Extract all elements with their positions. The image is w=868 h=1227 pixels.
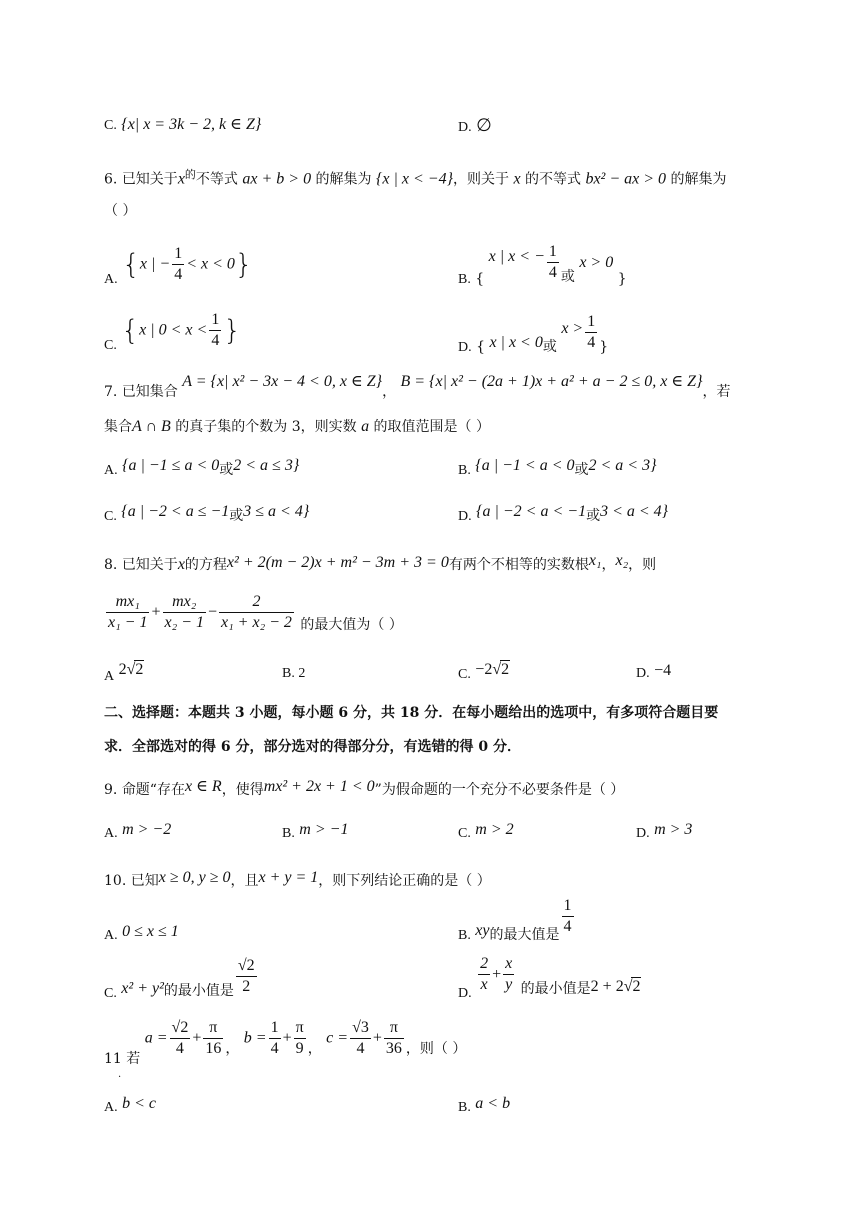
intersection: A ∩ B bbox=[132, 418, 171, 435]
stem-text: ， bbox=[307, 1040, 322, 1057]
var: x bbox=[177, 170, 185, 188]
option-expr: < x < 0 bbox=[186, 255, 235, 273]
condition: x ∈ R bbox=[184, 778, 222, 795]
option-label: B. bbox=[458, 271, 471, 287]
q10-option-c bbox=[104, 958, 259, 999]
option-expr: x | x < − bbox=[488, 247, 545, 265]
option-label: D. bbox=[458, 985, 472, 1001]
option-label: C. bbox=[104, 509, 117, 524]
frac-den: 4 bbox=[270, 1040, 279, 1057]
q10-option-b bbox=[458, 897, 576, 943]
frac-den: 36 bbox=[385, 1040, 402, 1057]
option-expr: 3 < a < 4} bbox=[600, 503, 669, 520]
frac-den: 4 bbox=[563, 918, 572, 935]
q6-option-b bbox=[458, 244, 627, 285]
q9-option-d bbox=[636, 821, 693, 843]
stem-text: 已知关于 bbox=[121, 171, 178, 188]
frac-den: 9 bbox=[295, 1040, 304, 1057]
operator: − bbox=[207, 603, 217, 621]
option-expr: 0 ≤ x ≤ 1 bbox=[122, 923, 179, 940]
q9-stem bbox=[104, 778, 625, 799]
operator: + bbox=[192, 1029, 202, 1047]
stem-text: ， bbox=[225, 1040, 240, 1057]
q8-option-b bbox=[282, 664, 305, 683]
frac-den: 4 bbox=[211, 332, 220, 349]
frac-den: x₂ − 1 bbox=[164, 614, 204, 631]
frac-num: 1 bbox=[547, 242, 559, 263]
option-expr: {a | −1 < a < 0 bbox=[475, 457, 575, 474]
option-expr: a < b bbox=[475, 1095, 511, 1112]
option-label: C. bbox=[458, 667, 471, 682]
stem-text: ，若 bbox=[702, 384, 731, 400]
var-a: a = bbox=[144, 1029, 168, 1047]
or-word: 或 bbox=[542, 338, 557, 355]
set-b: B = {x| x² − (2a + 1)x + a² + a − 2 ≤ 0, x ∈ Z} bbox=[400, 373, 703, 390]
var-b: b = bbox=[243, 1029, 267, 1047]
stem-text: 的不等式 bbox=[525, 171, 581, 188]
var: a bbox=[361, 418, 370, 435]
option-label: A bbox=[104, 669, 115, 684]
option-label: C. bbox=[458, 826, 471, 841]
option-label: C. bbox=[104, 985, 117, 1001]
q6-option-a: A. {x | − $\frac{1}{4}$ < x < 0} bbox=[104, 245, 253, 287]
frac-num: π bbox=[384, 1018, 404, 1039]
frac-den: x₁ − 1 bbox=[108, 614, 148, 631]
option-expr: −4 bbox=[654, 662, 672, 679]
inequality: mx² + 2x + 1 < 0 bbox=[263, 778, 375, 795]
option-label: A. bbox=[104, 463, 118, 478]
q7-option-b bbox=[458, 457, 657, 480]
q10-stem bbox=[104, 869, 491, 890]
stem-text: 的解集为 bbox=[315, 171, 372, 188]
stem-text: 的解集为 bbox=[670, 171, 727, 188]
option-expr: 2 < a < 3} bbox=[588, 457, 657, 474]
option-label: B. 2 bbox=[282, 666, 306, 681]
option-expr: m > 3 bbox=[654, 821, 693, 838]
option-label: D. bbox=[636, 666, 650, 681]
question-number: 6. bbox=[104, 171, 118, 188]
q11-option-a bbox=[104, 1095, 156, 1117]
stem-text: 已知集合 bbox=[121, 384, 178, 400]
frac-den: 4 bbox=[548, 264, 557, 281]
stem-text: 若 bbox=[126, 1050, 141, 1067]
frac-den: 16 bbox=[205, 1040, 222, 1057]
q8-option-a: A 2√2 bbox=[104, 661, 144, 684]
root-x2: x₂ bbox=[615, 552, 629, 569]
stem-text: ，则（ ） bbox=[405, 1040, 467, 1057]
stem-text: ，则 bbox=[628, 557, 657, 573]
option-expr: x | − bbox=[139, 255, 171, 273]
option-label: A. bbox=[104, 1100, 118, 1115]
stem-text: 的方程 bbox=[184, 557, 227, 573]
question-number: 9. bbox=[104, 782, 118, 798]
frac-num: 2 bbox=[219, 592, 294, 613]
stem-text: 已知关于 bbox=[121, 557, 178, 573]
equation: x² + 2(m − 2)x + m² − 3m + 3 = 0 bbox=[226, 554, 449, 571]
stem-text: 的最小值是 bbox=[520, 980, 591, 997]
option-label: D. bbox=[458, 509, 472, 524]
stem-text: 不等式 bbox=[195, 171, 238, 188]
option-coef: −2 bbox=[475, 661, 493, 678]
option-label: D. bbox=[636, 826, 650, 841]
stem-text: 的取值范围是（ ） bbox=[373, 419, 490, 435]
or-word: 或 bbox=[574, 462, 589, 478]
stem-text: 集合 bbox=[104, 419, 132, 435]
radicand: 2 bbox=[632, 977, 641, 995]
q6-stem bbox=[104, 166, 727, 189]
q8-option-d bbox=[636, 662, 671, 681]
stem-text: 的最大值是 bbox=[489, 926, 560, 943]
option-expr: x > bbox=[561, 319, 584, 337]
option-label: A. bbox=[104, 271, 118, 287]
option-expr: 3 ≤ a < 4} bbox=[243, 503, 310, 520]
question-number: 11 bbox=[104, 1050, 122, 1067]
option-expr: ∅ bbox=[476, 115, 492, 135]
q6-option-c: C. {x | 0 < x < $\frac{1}{4}$ } bbox=[104, 311, 242, 353]
option-label: D. bbox=[458, 120, 472, 135]
stem-text: ”为假命题的一个充分不必要条件是（ ） bbox=[374, 782, 625, 798]
frac-den: 2 bbox=[242, 978, 251, 995]
q10-option-a bbox=[104, 923, 179, 945]
stem-text: 的最大值为（ ） bbox=[300, 616, 403, 633]
or-word: 或 bbox=[229, 508, 244, 524]
radicand: 2 bbox=[501, 661, 510, 678]
option-label: C. bbox=[104, 118, 117, 133]
frac-den: x₁ + x₂ − 2 bbox=[221, 614, 292, 631]
frac-den: 4 bbox=[174, 266, 183, 283]
frac-num: 1 bbox=[562, 896, 574, 917]
frac-num: √2 bbox=[170, 1018, 191, 1039]
option-label: D. bbox=[458, 339, 472, 355]
brace: { bbox=[476, 338, 485, 355]
q5-option-d bbox=[458, 116, 492, 137]
frac-den: x bbox=[480, 976, 488, 993]
q7-option-d bbox=[458, 503, 669, 526]
option-expr: 2 + 2 bbox=[590, 977, 624, 995]
stem-text: 的 bbox=[184, 168, 196, 181]
option-expr: x | 0 < x < bbox=[139, 321, 208, 339]
condition: x + y = 1 bbox=[258, 869, 319, 886]
frac-num: π bbox=[294, 1018, 306, 1039]
stem-text: ，则下列结论正确的是（ ） bbox=[318, 873, 491, 889]
option-label: B. bbox=[282, 826, 295, 841]
radicand: 2 bbox=[135, 661, 144, 678]
q5-option-c bbox=[104, 116, 261, 135]
option-expr: x² + y² bbox=[121, 979, 164, 997]
stem-text: ，使得 bbox=[221, 782, 264, 798]
q7-option-c bbox=[104, 503, 310, 526]
brace: { bbox=[475, 270, 485, 287]
option-expr: {a | −2 < a < −1 bbox=[476, 503, 587, 520]
option-expr: x > 0 bbox=[579, 253, 614, 271]
section-heading-2: 求．全部选对的得 6 分，部分选对的得部分分，有选错的得 0 分． bbox=[104, 739, 521, 755]
operator: + bbox=[492, 965, 502, 983]
q8-expression bbox=[104, 592, 403, 633]
answer-paren: （ ） bbox=[104, 203, 137, 219]
q9-option-c bbox=[458, 821, 514, 843]
solution-set: {x | x < −4} bbox=[375, 170, 453, 188]
brace: } bbox=[617, 270, 627, 287]
q11-option-b bbox=[458, 1095, 511, 1117]
frac-num: √2 bbox=[236, 956, 257, 977]
stem-text: 的真子集的个数为 3，则实数 bbox=[175, 419, 357, 435]
var: x bbox=[177, 556, 185, 573]
q9-option-a bbox=[104, 821, 172, 843]
frac-num: 1 bbox=[209, 310, 221, 331]
option-label: A. bbox=[104, 928, 118, 943]
stem-text: ， bbox=[601, 557, 616, 573]
inequality: ax + b > 0 bbox=[242, 170, 312, 188]
option-expr: m > −1 bbox=[299, 821, 349, 838]
or-word: 或 bbox=[560, 268, 575, 285]
frac-num: 1 bbox=[585, 312, 597, 333]
frac-den: y bbox=[505, 976, 513, 993]
frac-den: 4 bbox=[587, 334, 596, 351]
or-word: 或 bbox=[219, 462, 234, 478]
var: x bbox=[513, 170, 521, 188]
question-number: 7. bbox=[104, 384, 118, 400]
option-expr: 2 < a ≤ 3} bbox=[233, 457, 300, 474]
option-expr: {x| x = 3k − 2, k ∈ Z} bbox=[121, 116, 262, 133]
option-label: C. bbox=[104, 337, 117, 353]
frac-den: 4 bbox=[175, 1040, 184, 1057]
condition: x ≥ 0, y ≥ 0 bbox=[158, 869, 231, 886]
question-number: 8. bbox=[104, 557, 118, 573]
stem-text: ，则关于 bbox=[452, 171, 509, 188]
frac-num: 1 bbox=[269, 1018, 281, 1039]
stem-text: 已知 bbox=[130, 873, 159, 889]
set-a: A = {x| x² − 3x − 4 < 0, x ∈ Z} bbox=[182, 373, 383, 390]
q7-stem bbox=[104, 373, 731, 401]
q8-option-c: C. −2√2 bbox=[458, 661, 510, 682]
q11-stem bbox=[104, 1018, 467, 1067]
q10-option-d: D. $\frac{2}{x}$ + $\frac{x}{y}$ 的最小值是2 + 2√2 bbox=[458, 955, 641, 1001]
option-label: B. bbox=[458, 463, 471, 478]
option-label: B. bbox=[458, 1100, 471, 1115]
stem-text: 有两个不相等的实数根 bbox=[448, 557, 589, 573]
q7-option-a bbox=[104, 457, 300, 480]
option-expr: xy bbox=[475, 921, 490, 939]
stray-dot: . bbox=[118, 1069, 122, 1080]
stem-text: ，且 bbox=[230, 873, 259, 889]
operator: + bbox=[372, 1029, 382, 1047]
q8-stem bbox=[104, 552, 657, 574]
option-expr: m > 2 bbox=[475, 821, 514, 838]
q6-option-d bbox=[458, 312, 608, 353]
root-x1: x₁ bbox=[588, 552, 602, 569]
q9-option-b bbox=[282, 821, 349, 843]
inequality: bx² − ax > 0 bbox=[585, 170, 667, 188]
stem-text: ， bbox=[382, 384, 397, 400]
frac-num: 1 bbox=[172, 244, 184, 265]
section-heading: 二、选择题：本题共 3 小题，每小题 6 分，共 18 分．在每小题给出的选项中，有多项符合题目要 bbox=[104, 705, 719, 721]
frac-num: x bbox=[503, 954, 514, 975]
stem-text: 的最小值是 bbox=[163, 982, 234, 999]
frac-den: 4 bbox=[356, 1040, 365, 1057]
var-c: c = bbox=[326, 1029, 349, 1047]
option-label: B. bbox=[458, 927, 471, 943]
frac-num: 2 bbox=[478, 954, 490, 975]
option-expr: m > −2 bbox=[122, 821, 172, 838]
frac-num: mx₂ bbox=[163, 592, 206, 613]
option-expr: b < c bbox=[122, 1095, 156, 1112]
question-number: 10. bbox=[104, 873, 127, 889]
q7-stem-2 bbox=[104, 418, 490, 436]
stem-text: 命题“存在 bbox=[121, 782, 185, 798]
or-word: 或 bbox=[586, 508, 601, 524]
frac-num: mx₁ bbox=[106, 592, 149, 613]
option-coef: 2 bbox=[118, 661, 127, 678]
option-label: A. bbox=[104, 826, 118, 841]
frac-num: π bbox=[203, 1018, 223, 1039]
operator: + bbox=[151, 603, 161, 621]
brace: } bbox=[599, 338, 609, 355]
option-expr: {a | −2 < a ≤ −1 bbox=[121, 503, 230, 520]
option-expr: x | x < 0 bbox=[489, 333, 543, 351]
operator: + bbox=[282, 1029, 292, 1047]
frac-num: √3 bbox=[350, 1018, 371, 1039]
option-expr: {a | −1 ≤ a < 0 bbox=[122, 457, 220, 474]
